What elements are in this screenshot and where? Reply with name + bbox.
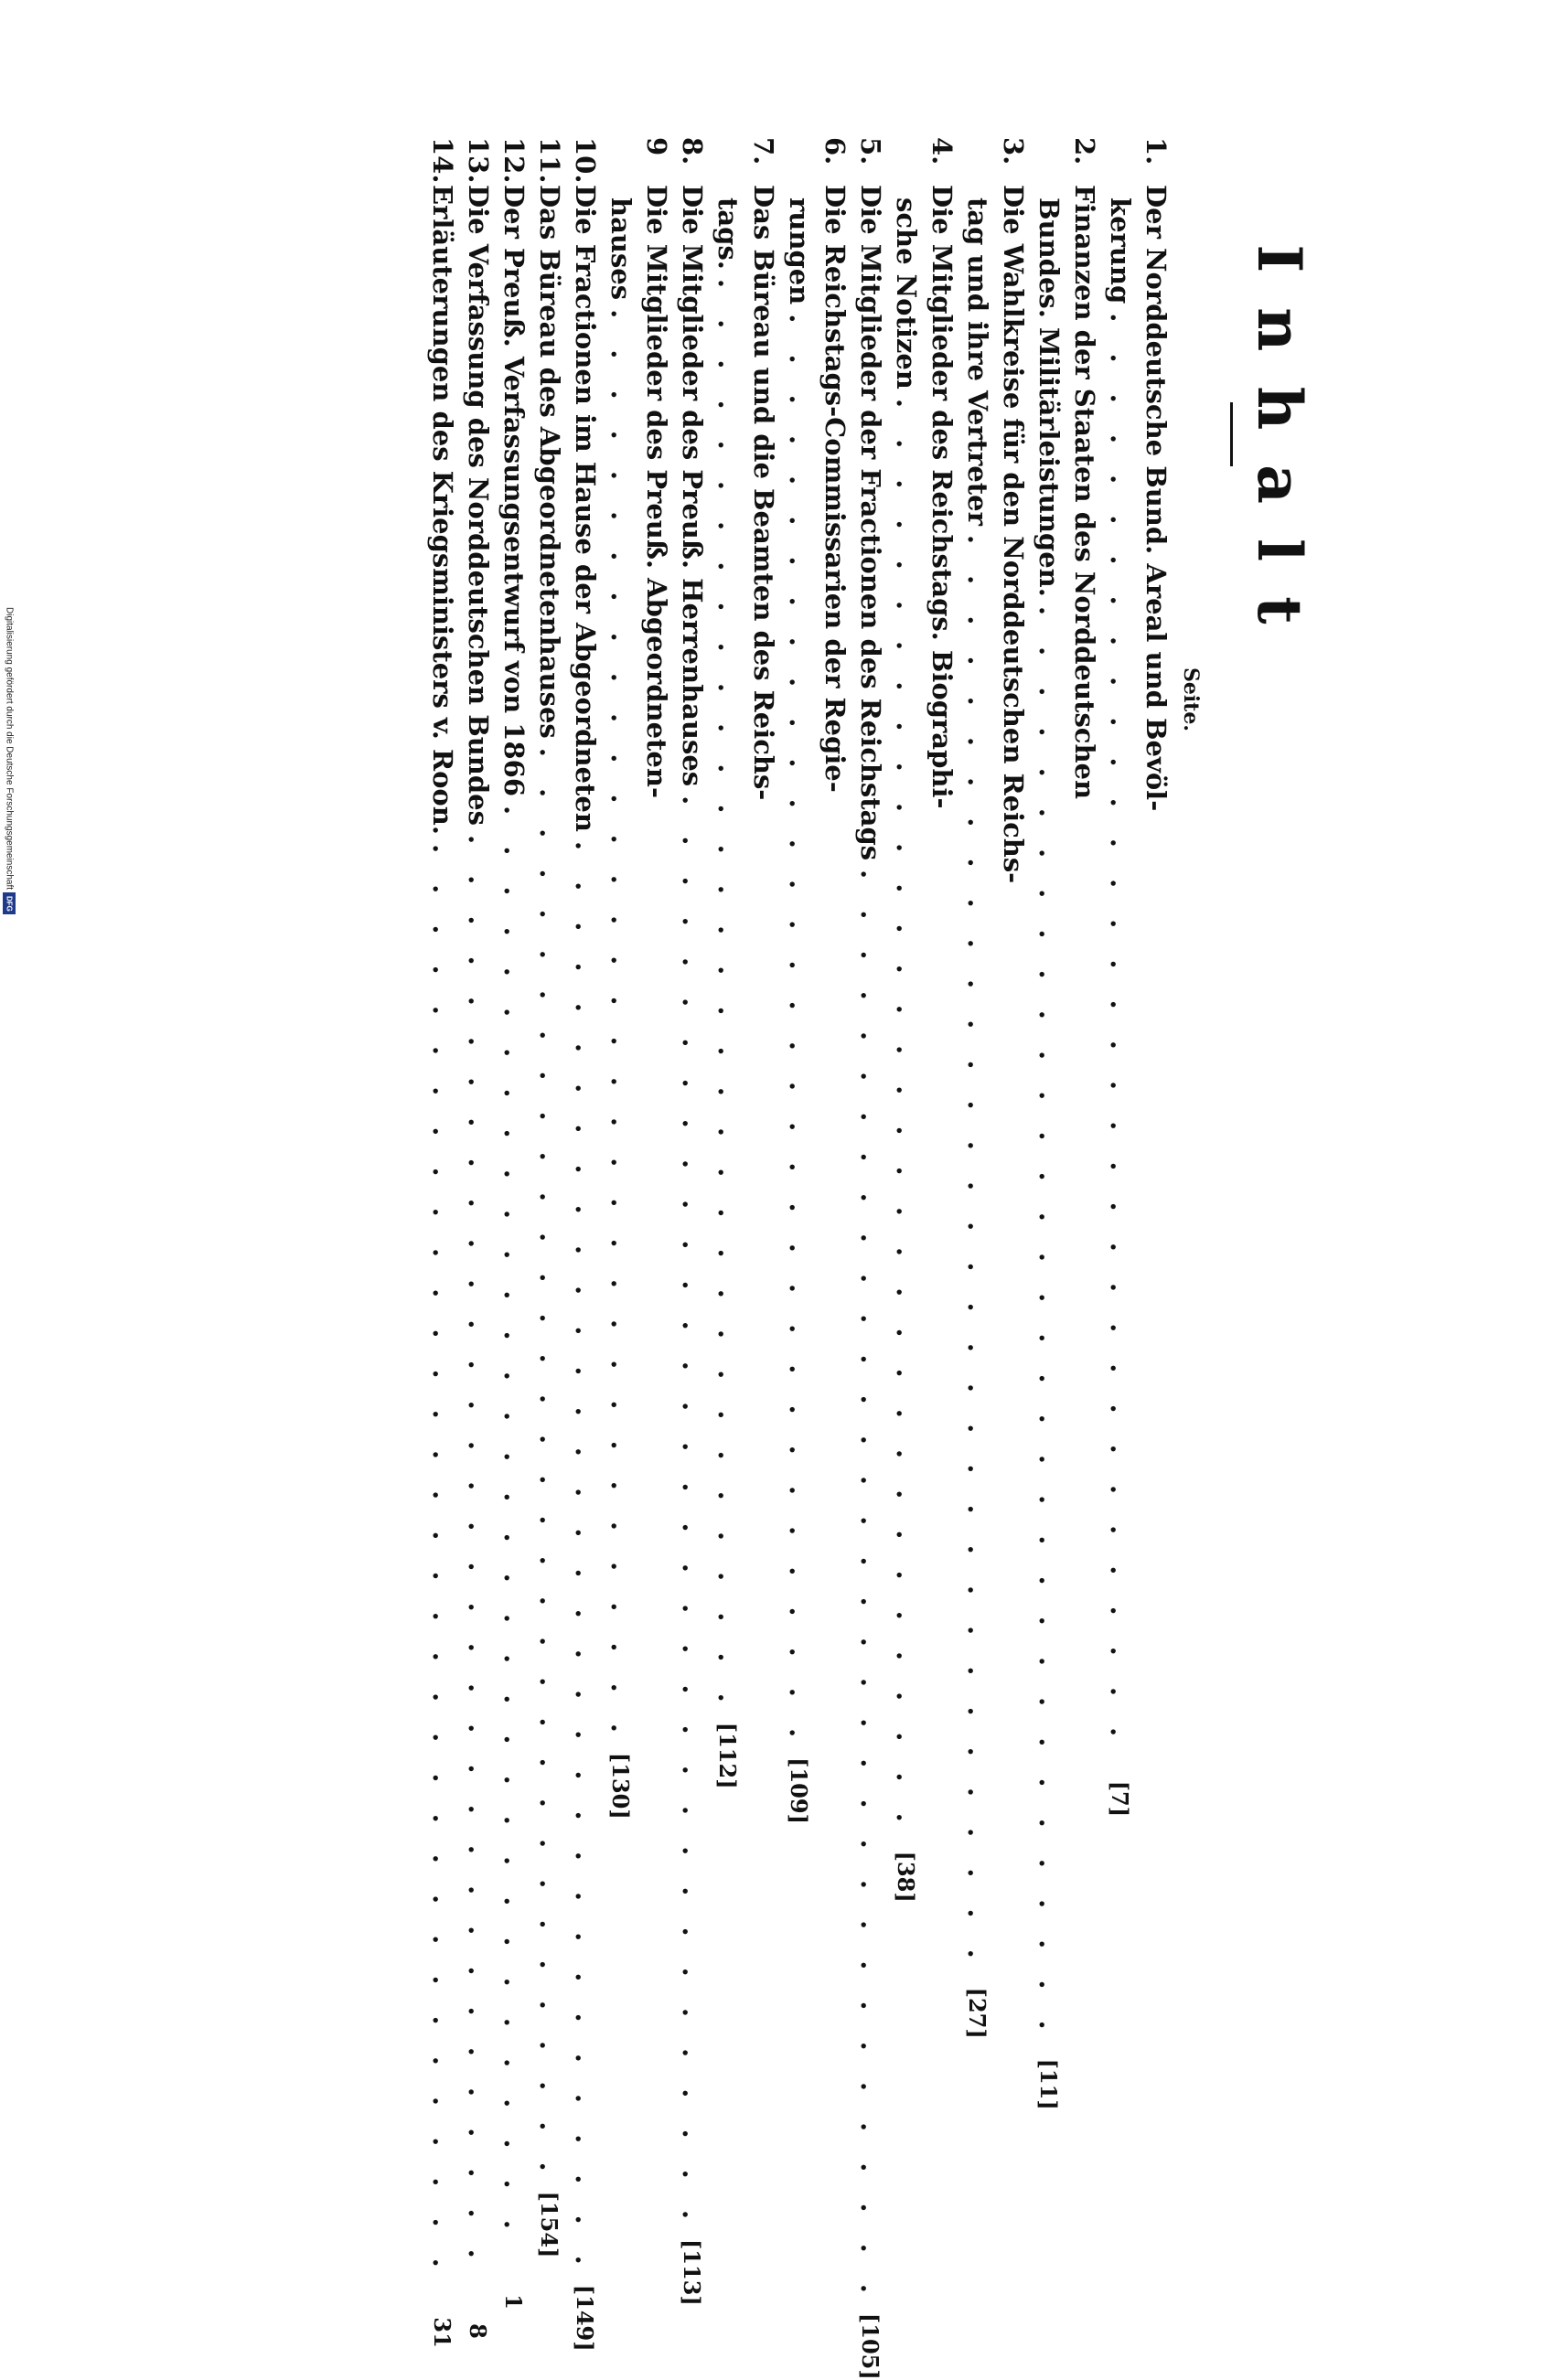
dfg-logo-icon: DFG — [3, 892, 16, 914]
toc-entry — [959, 137, 1031, 2039]
dot-leader: . . . . . . . . . . . . . . . . . . . . . . . . . . . . . . . . . . . . — [784, 314, 815, 1749]
toc-entry-text: Die Mitglieder der Fractionen des Reichstags — [855, 185, 886, 861]
toc-entry — [496, 137, 531, 2310]
toc-entry — [674, 137, 710, 2306]
toc-entry-number: 5. — [855, 137, 886, 165]
toc-page-ref: [105] — [857, 2312, 883, 2380]
dot-leader: . . . . . . . . . . . . . . . . . . . . . . . . . . . . . . . . . . . . — [534, 747, 565, 2183]
dot-leader: . . . . . . . . . . . . . . . . . . . . . . . . . . . . . . . . . . . . — [891, 398, 922, 1833]
toc-entry-text: Erläuterungen des Kriegsministers v. Roon. — [427, 185, 458, 835]
dot-leader: . . . . . . . . . . . . . . . . . . . . . . . . . . . . . . . . . . . . — [605, 309, 637, 1744]
toc-entry-text: tags. — [712, 197, 744, 270]
toc-entry-text: Die Reichstags-Commissarien der Regie- — [819, 185, 851, 793]
toc-page-ref: 1 — [500, 2294, 527, 2310]
title-rule — [1230, 402, 1233, 466]
toc-page-ref: [7] — [1107, 1780, 1133, 1818]
toc-page-ref: [27] — [964, 1987, 991, 2039]
dot-leader: . . . . . . . . . . . . . . . . . . . . . . . . . . . . . . . . . . . . — [1105, 313, 1136, 1748]
toc-entry-number: 14. — [427, 137, 458, 184]
toc-entry-text: kerung — [1105, 197, 1136, 304]
toc-entry-text: Die Mitglieder des Reichstags. Biographi- — [926, 185, 958, 809]
toc-page-ref: 8 — [465, 2323, 491, 2339]
toc-page-ref: [109] — [786, 1757, 812, 1824]
toc-entry-text: Die Fractionen im Hause der Abgeordneten — [570, 185, 601, 832]
toc-entry — [460, 137, 496, 2339]
toc-entry-text: Finanzen der Staaten des Norddeutschen — [1069, 185, 1100, 800]
toc-entry — [603, 137, 674, 1820]
toc-page-ref: 31 — [429, 2317, 455, 2348]
toc-entry-text: Das Büreau des Abgeordnetenhauses — [534, 185, 565, 739]
dot-leader: . . . . . . . . . . . . . . . . . . . . . . . . . . . . . . . . . . . . — [677, 795, 708, 2230]
digitization-credit — [2, 558, 16, 914]
toc-entry-number: 13. — [463, 137, 494, 184]
toc-page-ref: [11] — [1035, 2058, 1062, 2110]
toc-entry-text: Das Büreau und die Beamten des Reichs- — [748, 185, 779, 801]
dot-leader: . . . . . . . . . . . . . . . . . . . . . . . . . . . . . . . . . . . . — [855, 870, 886, 2304]
toc-entry-number: 2. — [1069, 137, 1100, 165]
toc-entry-text: Bundes. Militärleistungen. — [1033, 197, 1065, 597]
toc-page-ref: [149] — [572, 2284, 598, 2352]
dot-leader: . . . . . . . . . . . . . . . . . . . . . . . . . . . . . . . . . . . . — [463, 834, 494, 2269]
toc-entry-text: Die Mitglieder des Preuß. Abgeordneten- — [641, 185, 672, 798]
toc-entry — [424, 137, 460, 2348]
toc-page-ref: [154] — [536, 2191, 562, 2258]
toc-entry-text: Die Mitglieder des Preuß. Herrenhauses — [677, 185, 708, 787]
toc-entry-number: 11. — [534, 137, 565, 184]
toc-entry — [888, 137, 959, 1903]
toc-entry-text: rungen — [784, 197, 815, 305]
dot-leader: . . . . . . . . . . . . . . . . . . . . . . . . . . . . . . . . . . . . — [498, 806, 530, 2240]
toc-page-ref: [130] — [607, 1752, 634, 1820]
dot-leader: . . . . . . . . . . . . . . . . . . . . . . . . . . . . . . . . . . . . — [712, 278, 744, 1713]
toc-entry-number: 6. — [819, 137, 851, 165]
toc-page-ref: [38] — [893, 1851, 919, 1903]
toc-entry-text: hauses — [605, 197, 637, 301]
toc-entry-text: Die Verfassung des Norddeutschen Bundes — [463, 185, 494, 826]
toc-entry — [1102, 137, 1173, 1818]
toc-page — [238, 91, 1354, 2380]
toc-list — [424, 137, 1173, 2380]
toc-entry — [531, 137, 567, 2258]
toc-entry — [1031, 137, 1102, 2110]
dot-leader: . . . . . . . . . . . . . . . . . . . . . . . . . . . . . . . . . . . . — [1033, 605, 1065, 2041]
dot-leader: . . . . . . . . . . . . . . . . . . . . . . . . . . . . . . . . . . . . — [962, 534, 993, 1969]
toc-entry-number: 3. — [998, 137, 1029, 165]
page-title: Inhalt — [1244, 244, 1315, 659]
toc-entry-number: 10. — [570, 137, 601, 184]
toc-entry-number: 12. — [498, 137, 530, 184]
toc-entry-text: Der Preuß. Verfassungsentwurf von 1866 — [498, 185, 530, 796]
toc-entry-text: Der Norddeutsche Bund. Areal und Bevöl- — [1140, 185, 1172, 812]
toc-page-ref: [112] — [714, 1722, 741, 1789]
toc-entry — [852, 137, 888, 2380]
toc-page-ref: [113] — [679, 2238, 705, 2306]
toc-entry-text: tag und ihre Vertreter — [962, 197, 993, 526]
toc-entry — [781, 137, 852, 1824]
toc-entry-text: Die Wahlkreise für den Norddeutschen Reichs- — [998, 185, 1029, 884]
toc-entry-text: sche Notizen — [891, 197, 922, 390]
toc-entry-number: 9 — [641, 137, 672, 156]
toc-entry — [567, 137, 603, 2352]
credit-text: Digitalisierung gefördert durch die Deutsche Forschungsgemeinschaft — [4, 606, 15, 890]
dot-leader: . . . . . . . . . . . . . . . . . . . . . . . . . . . . . . . . . . . . — [570, 840, 601, 2276]
toc-entry — [710, 137, 781, 1789]
toc-entry-number: 4. — [926, 137, 958, 165]
toc-entry-number: 1. — [1140, 137, 1172, 165]
toc-entry-number: 8. — [677, 137, 708, 165]
seite-label: Seite. — [1179, 667, 1203, 731]
dot-leader: . . . . . . . . . . . . . . . . . . . . . . . . . . . . . . . . . . . . — [427, 843, 458, 2279]
toc-entry-number: 7. — [748, 137, 779, 165]
